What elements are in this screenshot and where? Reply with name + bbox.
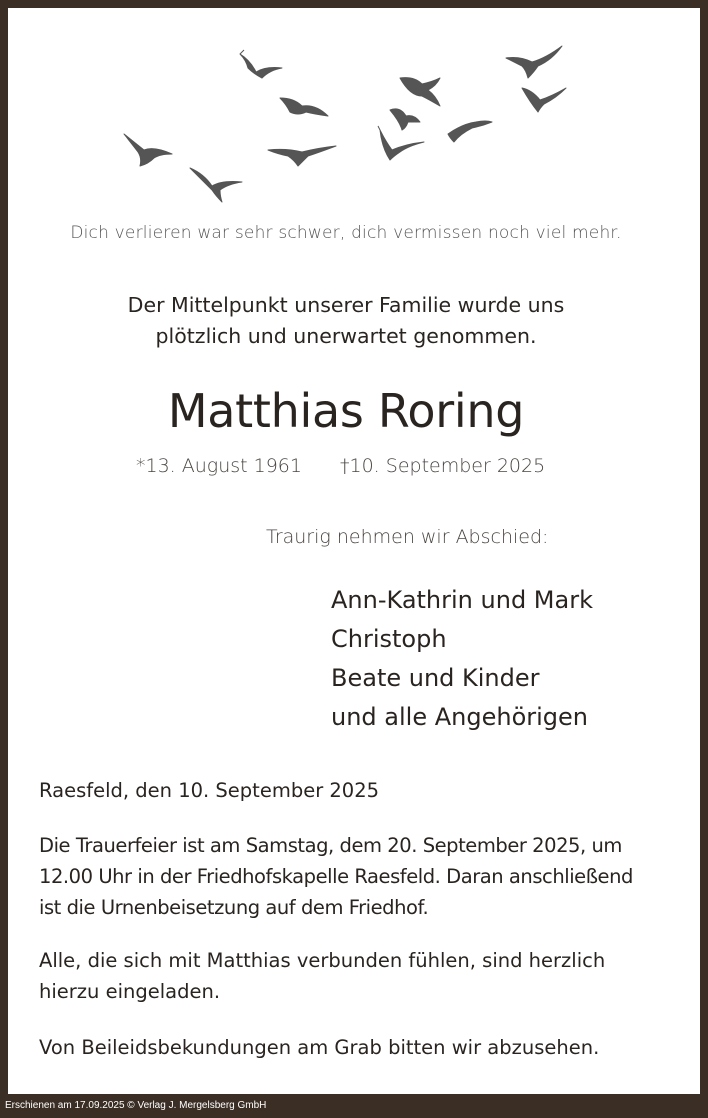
service-line: Die Trauerfeier ist am Samstag, dem 20. September 2025, um bbox=[39, 834, 622, 857]
invite-line: hierzu eingeladen. bbox=[39, 980, 221, 1003]
condolences-note: Von Beileidsbekundungen am Grab bitten wir abzusehen. bbox=[39, 1036, 600, 1059]
mourner-item: und alle Angehörigen bbox=[331, 703, 588, 731]
mourner-item: Christoph bbox=[331, 625, 447, 653]
intro-line: plötzlich und unerwartet genommen. bbox=[155, 324, 537, 348]
intro-text bbox=[0, 290, 700, 352]
place-date: Raesfeld, den 10. September 2025 bbox=[39, 779, 380, 802]
service-paragraph bbox=[39, 830, 655, 923]
publication-footer: Erschienen am 17.09.2025 © Verlag J. Mergelsberg GmbH bbox=[5, 1100, 267, 1111]
invite-paragraph bbox=[39, 945, 655, 1007]
service-line: ist die Urnenbeisetzung auf dem Friedhof. bbox=[39, 896, 429, 919]
invite-line: Alle, die sich mit Matthias verbunden fühlen, sind herzlich bbox=[39, 949, 606, 972]
farewell-line: Traurig nehmen wir Abschied: bbox=[266, 526, 549, 548]
flying-birds-icon bbox=[110, 30, 600, 210]
motto-line: Dich verlieren war sehr schwer, dich vermissen noch viel mehr. bbox=[70, 223, 622, 243]
service-line: 12.00 Uhr in der Friedhofskapelle Raesfeld. Daran anschließend bbox=[39, 865, 633, 888]
deceased-name: Matthias Roring bbox=[167, 384, 525, 438]
mourner-item: Ann-Kathrin und Mark bbox=[331, 586, 593, 614]
mourners-list bbox=[331, 581, 593, 737]
birth-date: *13. August 1961 bbox=[136, 455, 302, 477]
death-date: †10. September 2025 bbox=[340, 455, 546, 477]
intro-line: Der Mittelpunkt unserer Familie wurde uns bbox=[127, 293, 565, 317]
mourner-item: Beate und Kinder bbox=[331, 664, 540, 692]
